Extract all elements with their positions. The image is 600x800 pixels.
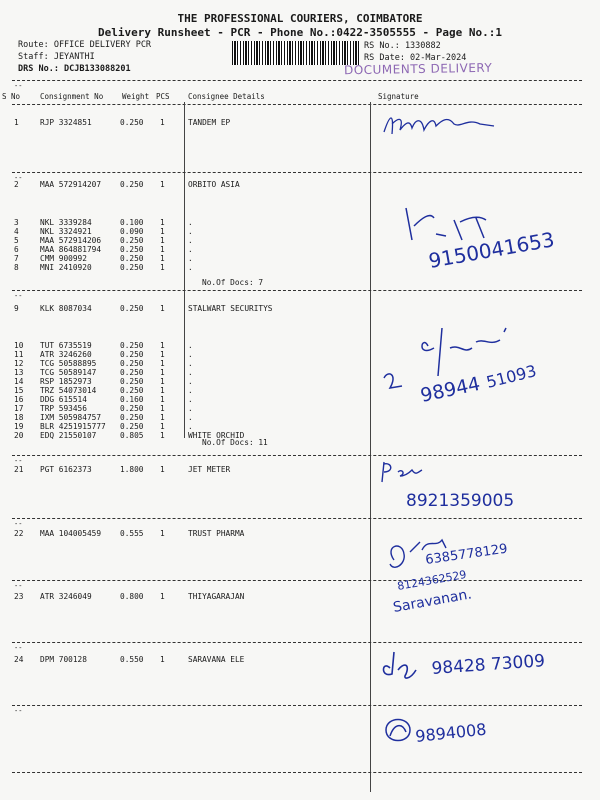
row-pcs: 1 [160, 431, 165, 440]
row-sno: 1 [14, 118, 19, 127]
row-sno: 13 [14, 368, 24, 377]
row-sno: 4 [14, 227, 19, 236]
row-consignee: . [188, 413, 193, 422]
row-pcs: 1 [160, 592, 165, 601]
row-sno: 5 [14, 236, 19, 245]
row-wt: 0.550 [120, 655, 144, 664]
row-consignee: THIYAGARAJAN [188, 592, 245, 601]
row-cno: MAA 572914206 [40, 236, 102, 245]
row-pcs: 1 [160, 180, 165, 189]
signature-row-24 [376, 710, 576, 754]
row-pcs: 1 [160, 359, 165, 368]
col-weight: Weight [122, 92, 150, 101]
row-consignee: TANDEM EP [188, 118, 231, 127]
row-wt: 0.250 [120, 118, 144, 127]
row-consignee: . [188, 386, 193, 395]
row-cno: MAA 104005459 [40, 529, 102, 538]
row-cno: MNI 2410920 [40, 263, 92, 272]
row-sno: 24 [14, 655, 24, 664]
row-wt: 0.090 [120, 227, 144, 236]
row-consignee: ORBITO ASIA [188, 180, 240, 189]
group-total: No.Of Docs: 7 [202, 278, 264, 287]
row-wt: 0.800 [120, 592, 144, 601]
phone-handwriting: 9894008 [414, 719, 488, 746]
row-pcs: 1 [160, 404, 165, 413]
row-wt: 0.250 [120, 422, 144, 431]
col-consignee: Consignee Details [188, 92, 265, 101]
row-separator [12, 290, 582, 291]
row-cno: DDG 615514 [40, 395, 87, 404]
row-wt: 0.250 [120, 386, 144, 395]
row-cno: MAA 572914207 [40, 180, 102, 189]
row-cno: ATR 3246260 [40, 350, 92, 359]
row-cno: TCG 50588895 [40, 359, 97, 368]
barcode-image [232, 41, 360, 65]
col-sno: S No [2, 92, 21, 101]
header-rule-bottom [12, 104, 582, 105]
row-pcs: 1 [160, 227, 165, 236]
row-cno: IXM 505984757 [40, 413, 102, 422]
row-pcs: 1 [160, 236, 165, 245]
row-pcs: 1 [160, 350, 165, 359]
row-wt: 0.250 [120, 180, 144, 189]
row-cno: BLR 4251915777 [40, 422, 106, 431]
row-wt: 0.250 [120, 368, 144, 377]
handwriting-a: 98944 [418, 372, 483, 407]
col-consignment: Consignment No [40, 92, 104, 101]
row-pcs: 1 [160, 245, 165, 254]
rs-date: RS Date: 02-Mar-2024 [364, 53, 467, 63]
group-total: No.Of Docs: 11 [202, 438, 268, 447]
row-sno: 6 [14, 245, 19, 254]
row-cno: RSP 1852973 [40, 377, 92, 386]
row-sno: 7 [14, 254, 19, 263]
row-pcs: 1 [160, 377, 165, 386]
row-pcs: 1 [160, 118, 165, 127]
row-wt: 1.800 [120, 465, 144, 474]
row-consignee: WHITE ORCHID [188, 431, 245, 440]
phone-handwriting: 9150041653 [426, 227, 557, 273]
row-consignee: . [188, 395, 193, 404]
dash-mark: -- [14, 707, 23, 715]
row-pcs: 1 [160, 304, 165, 313]
drs-number: DRS No.: DCJB133088201 [18, 64, 131, 74]
row-sno: 14 [14, 377, 24, 386]
row-sno: 2 [14, 180, 19, 189]
staff-label: Staff: JEYANTHI [18, 52, 95, 62]
signature-divider [370, 102, 371, 792]
row-consignee: SARAVANA ELE [188, 655, 245, 664]
row-sno: 21 [14, 465, 24, 474]
dash-mark: -- [14, 644, 23, 652]
signature-row-23 [376, 648, 576, 684]
row-sno: 23 [14, 592, 24, 601]
phone-handwriting: 8921359005 [406, 491, 515, 511]
column-divider [184, 102, 185, 438]
row-sno: 9 [14, 304, 19, 313]
row-consignee: . [188, 236, 193, 245]
row-wt: 0.250 [120, 404, 144, 413]
row-cno: TUT 6735519 [40, 341, 92, 350]
row-wt: 0.250 [120, 413, 144, 422]
row-sno: 8 [14, 263, 19, 272]
row-wt: 0.250 [120, 350, 144, 359]
row-sno: 3 [14, 218, 19, 227]
row-consignee: . [188, 368, 193, 377]
row-wt: 0.250 [120, 236, 144, 245]
row-cno: PGT 6162373 [40, 465, 92, 474]
row-pcs: 1 [160, 368, 165, 377]
row-sno: 16 [14, 395, 24, 404]
row-consignee: . [188, 254, 193, 263]
handwriting-b: 51093 [484, 361, 539, 392]
phone-handwriting: 98428 73009 [430, 651, 546, 679]
row-sno: 19 [14, 422, 24, 431]
row-consignee: . [188, 227, 193, 236]
phone-handwriting-1: 6385778129 [424, 541, 509, 568]
row-sno: 15 [14, 386, 24, 395]
signature-row-1 [376, 108, 506, 142]
row-sno: 20 [14, 431, 24, 440]
row-pcs: 1 [160, 655, 165, 664]
row-sno: 22 [14, 529, 24, 538]
row-consignee: . [188, 422, 193, 431]
dash-mark: -- [14, 457, 23, 465]
row-cno: TRP 593456 [40, 404, 87, 413]
route-label: Route: OFFICE DELIVERY PCR [18, 40, 152, 50]
row-cno: NKL 3324921 [40, 227, 92, 236]
row-wt: 0.100 [120, 218, 144, 227]
dash-mark: -- [14, 174, 23, 182]
row-pcs: 1 [160, 386, 165, 395]
row-cno: TCG 50589147 [40, 368, 97, 377]
company-title: THE PROFESSIONAL COURIERS, COIMBATORE [177, 12, 423, 25]
row-cno: MAA 864881794 [40, 245, 102, 254]
dash-mark: -- [14, 582, 23, 590]
row-separator [12, 642, 582, 643]
dash-mark: -- [14, 292, 23, 300]
row-pcs: 1 [160, 218, 165, 227]
name-handwriting: Saravanan. [391, 586, 473, 616]
row-pcs: 1 [160, 254, 165, 263]
documents-delivery-stamp: DOCUMENTS DELIVERY [343, 60, 493, 78]
signature-rows-2-8 [376, 200, 566, 280]
row-wt: 0.250 [120, 304, 144, 313]
row-separator [12, 518, 582, 519]
row-consignee: JET METER [188, 465, 231, 474]
row-cno: CMM 900992 [40, 254, 87, 263]
row-pcs: 1 [160, 341, 165, 350]
row-cno: KLK 8087034 [40, 304, 92, 313]
row-wt: 0.250 [120, 263, 144, 272]
row-consignee: TRUST PHARMA [188, 529, 245, 538]
runsheet-title: Delivery Runsheet - PCR - Phone No.:0422-3505555 - Page No.:1 [98, 26, 502, 39]
col-pcs: PCS [156, 92, 170, 101]
row-pcs: 1 [160, 465, 165, 474]
rs-number: RS No.: 1330882 [364, 41, 441, 51]
row-pcs: 1 [160, 529, 165, 538]
row-pcs: 1 [160, 422, 165, 431]
row-separator [12, 455, 582, 456]
row-pcs: 1 [160, 395, 165, 404]
row-wt: 0.250 [120, 341, 144, 350]
row-consignee: . [188, 218, 193, 227]
row-cno: ATR 3246049 [40, 592, 92, 601]
row-wt: 0.805 [120, 431, 144, 440]
row-cno: EDQ 21550107 [40, 431, 97, 440]
row-sno: 10 [14, 341, 24, 350]
row-separator [12, 172, 582, 173]
phone-handwriting-2: 8124362529 [396, 567, 468, 593]
row-wt: 0.250 [120, 359, 144, 368]
row-sno: 12 [14, 359, 24, 368]
row-sno: 17 [14, 404, 24, 413]
row-wt: 0.250 [120, 245, 144, 254]
signature-rows-21-22 [376, 528, 576, 618]
row-pcs: 1 [160, 263, 165, 272]
header-rule-top [12, 80, 582, 81]
signature-rows-9-19 [376, 318, 576, 418]
row-consignee: . [188, 350, 193, 359]
row-consignee: . [188, 404, 193, 413]
row-separator [12, 772, 582, 773]
row-cno: RJP 3324851 [40, 118, 92, 127]
row-wt: 0.250 [120, 254, 144, 263]
row-cno: NKL 3339284 [40, 218, 92, 227]
row-consignee: STALWART SECURITYS [188, 304, 273, 313]
row-wt: 0.160 [120, 395, 144, 404]
dash-mark: -- [14, 82, 23, 90]
row-consignee: . [188, 377, 193, 386]
row-sno: 18 [14, 413, 24, 422]
row-pcs: 1 [160, 413, 165, 422]
row-consignee: . [188, 263, 193, 272]
row-separator [12, 705, 582, 706]
row-sno: 11 [14, 350, 24, 359]
row-cno: DPM 700128 [40, 655, 87, 664]
row-consignee: . [188, 245, 193, 254]
row-wt: 0.555 [120, 529, 144, 538]
row-wt: 0.250 [120, 377, 144, 386]
row-consignee: . [188, 341, 193, 350]
row-cno: TRZ 54073014 [40, 386, 97, 395]
col-signature: Signature [378, 92, 419, 101]
signature-row-20 [376, 458, 566, 516]
dash-mark: -- [14, 520, 23, 528]
row-consignee: . [188, 359, 193, 368]
